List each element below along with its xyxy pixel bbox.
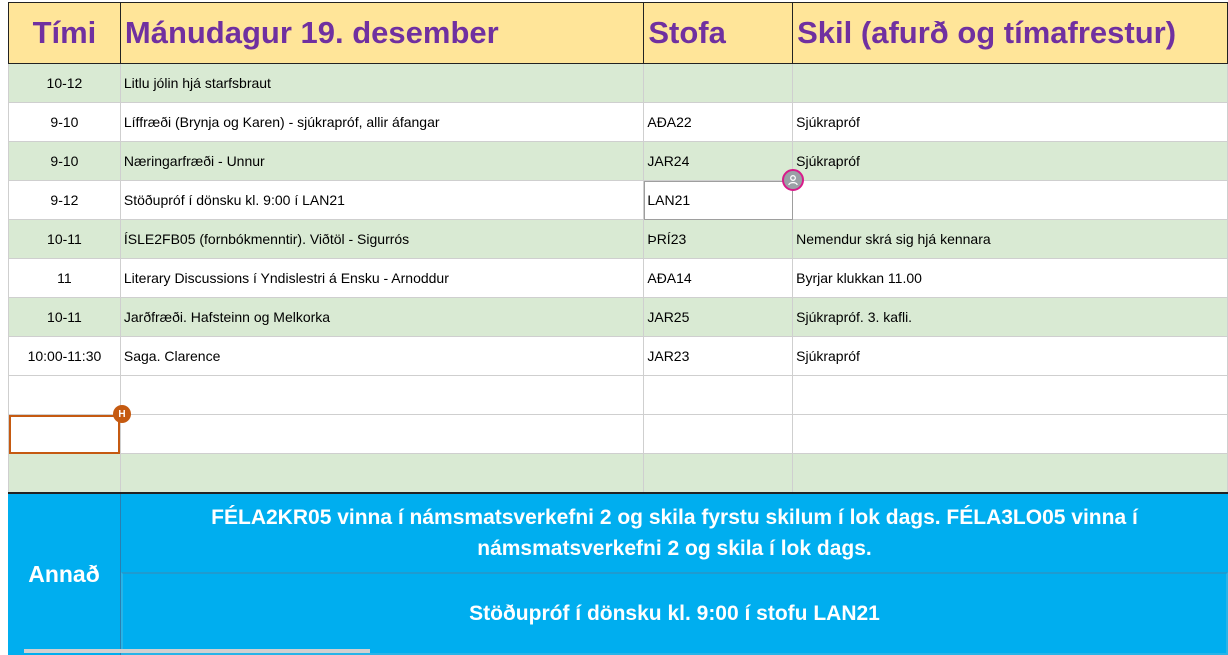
room-cell[interactable]: ÞRÍ23: [644, 220, 793, 259]
subject-cell[interactable]: Saga. Clarence: [120, 337, 643, 376]
table-row: [9, 181, 1228, 220]
time-cell[interactable]: 10-12: [9, 64, 121, 103]
time-cell[interactable]: 9-10: [9, 103, 121, 142]
due-cell[interactable]: [793, 454, 1228, 493]
room-cell[interactable]: JAR24: [644, 142, 793, 181]
time-cell[interactable]: [9, 376, 121, 415]
room-cell[interactable]: AÐA14: [644, 259, 793, 298]
due-cell[interactable]: Sjúkrapróf: [793, 337, 1228, 376]
subject-cell[interactable]: [120, 415, 643, 454]
time-cell[interactable]: 9-12: [9, 181, 121, 220]
table-row: [9, 64, 1228, 103]
table-row: [9, 415, 1228, 454]
table-row: [9, 220, 1228, 259]
due-cell[interactable]: [793, 415, 1228, 454]
room-cell[interactable]: [644, 376, 793, 415]
table-row: [9, 259, 1228, 298]
due-cell[interactable]: Sjúkrapróf: [793, 142, 1228, 181]
table-row: [9, 298, 1228, 337]
annad-section: [8, 492, 1228, 655]
time-cell[interactable]: 10-11: [9, 298, 121, 337]
header-row: [9, 3, 1228, 64]
table-row: [9, 454, 1228, 493]
header-due[interactable]: Skil (afurð og tímafrestur): [793, 3, 1228, 64]
collaborator-cursor-badge[interactable]: H: [113, 405, 131, 423]
annad-label[interactable]: Annað: [8, 494, 121, 655]
table-row: [9, 103, 1228, 142]
time-cell[interactable]: 10:00-11:30: [9, 337, 121, 376]
header-time[interactable]: Tími: [9, 3, 121, 64]
table-row: [9, 376, 1228, 415]
subject-cell[interactable]: Litlu jólin hjá starfsbraut: [120, 64, 643, 103]
subject-cell[interactable]: [120, 454, 643, 493]
collaborator-cursor-icon[interactable]: [782, 169, 804, 191]
subject-cell[interactable]: Líffræði (Brynja og Karen) - sjúkrapróf, allir áfangar: [120, 103, 643, 142]
due-cell[interactable]: [793, 181, 1228, 220]
room-cell[interactable]: JAR25: [644, 298, 793, 337]
subject-cell[interactable]: [120, 376, 643, 415]
annad-note-1[interactable]: FÉLA2KR05 vinna í námsmatsverkefni 2 og skila fyrstu skilum í lok dags. FÉLA3LO05 vinna í námsmatsverkefni 2 og skila í lok dags.: [211, 505, 1138, 560]
person-icon: [787, 174, 799, 186]
table-row: [9, 337, 1228, 376]
room-cell[interactable]: JAR23: [644, 337, 793, 376]
header-day[interactable]: Mánudagur 19. desember: [120, 3, 643, 64]
table-row: [9, 142, 1228, 181]
room-cell[interactable]: [644, 64, 793, 103]
due-cell[interactable]: [793, 64, 1228, 103]
schedule-table: [8, 2, 1228, 493]
time-cell[interactable]: 9-10: [9, 142, 121, 181]
annad-note-2[interactable]: Stöðupróf í dönsku kl. 9:00 í stofu LAN21: [121, 572, 1228, 655]
subject-cell[interactable]: Jarðfræði. Hafsteinn og Melkorka: [120, 298, 643, 337]
horizontal-scrollbar[interactable]: [24, 649, 370, 653]
due-cell[interactable]: Nemendur skrá sig hjá kennara: [793, 220, 1228, 259]
time-cell[interactable]: 10-11: [9, 220, 121, 259]
due-cell[interactable]: [793, 376, 1228, 415]
subject-cell[interactable]: Næringarfræði - Unnur: [120, 142, 643, 181]
due-cell[interactable]: Sjúkrapróf. 3. kafli.: [793, 298, 1228, 337]
due-cell[interactable]: Sjúkrapróf: [793, 103, 1228, 142]
room-cell-selected[interactable]: LAN21: [644, 181, 793, 220]
time-cell[interactable]: 11: [9, 259, 121, 298]
subject-cell[interactable]: ÍSLE2FB05 (fornbókmenntir). Viðtöl - Sigurrós: [120, 220, 643, 259]
header-room[interactable]: Stofa: [644, 3, 793, 64]
subject-cell[interactable]: Literary Discussions í Yndislestri á Ensku - Arnoddur: [120, 259, 643, 298]
subject-cell[interactable]: Stöðupróf í dönsku kl. 9:00 í LAN21: [120, 181, 643, 220]
due-cell[interactable]: Byrjar klukkan 11.00: [793, 259, 1228, 298]
room-cell[interactable]: [644, 415, 793, 454]
time-cell[interactable]: [9, 454, 121, 493]
room-cell[interactable]: [644, 454, 793, 493]
room-cell[interactable]: AÐA22: [644, 103, 793, 142]
time-cell-selected[interactable]: [9, 415, 121, 454]
